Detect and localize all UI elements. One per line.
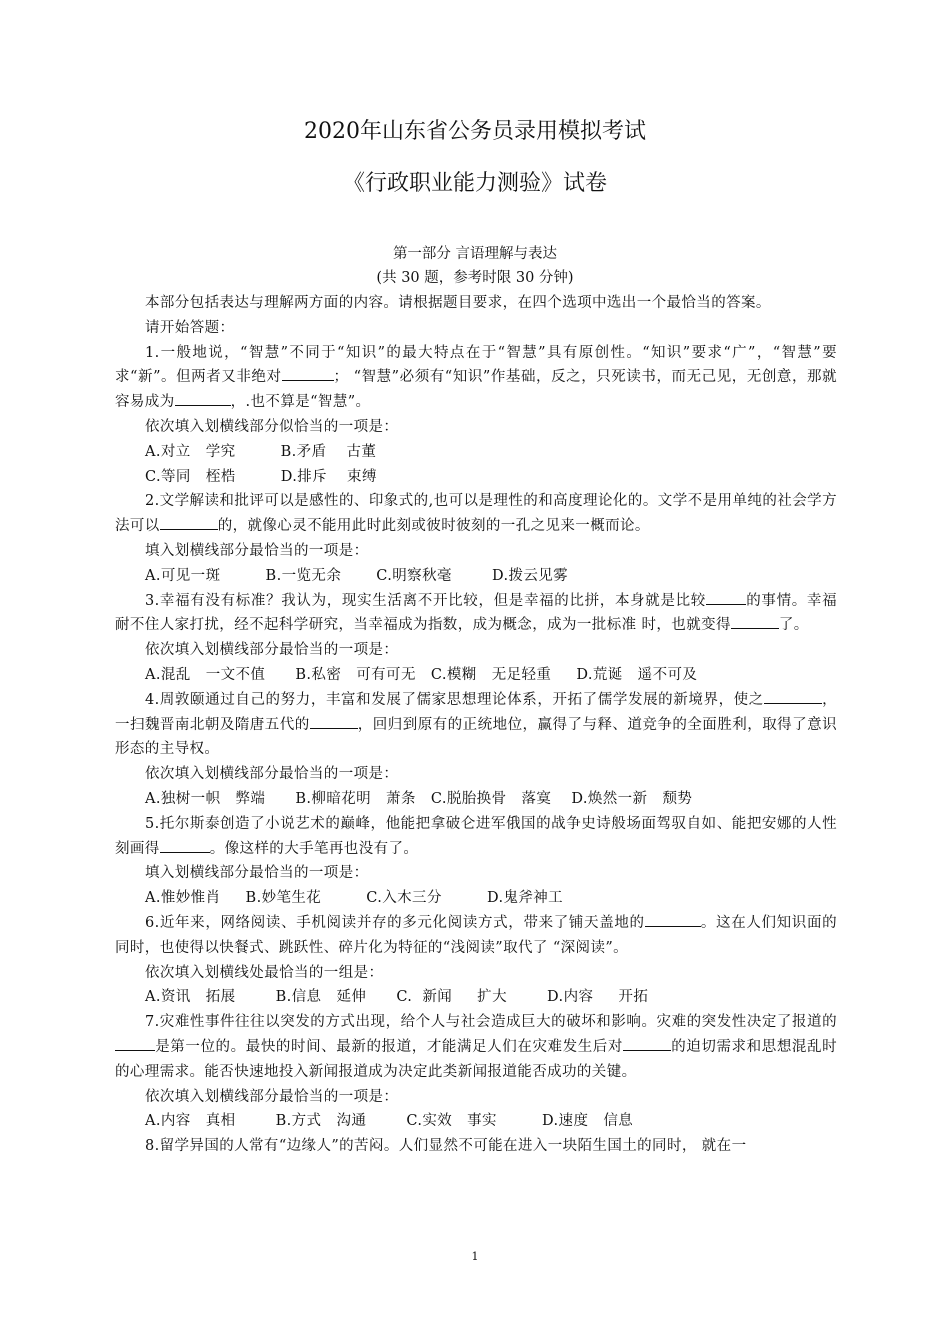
answer-blank bbox=[160, 837, 210, 853]
question-4-options-row-1: A.独树一帜 弊端 B.柳暗花明 萧条 C.脱胎换骨 落寞 D.焕然一新 颓势 bbox=[145, 790, 693, 807]
question-3-prompt: 依次填入划横线部分最恰当的一项是： bbox=[145, 642, 399, 659]
question-1-stem bbox=[115, 341, 837, 415]
question-7-text-a: 7.灾难性事件往往以突发的方式出现，给个人与社会造成巨大的破坏和影响。灾难的突发性决定了报道的 bbox=[145, 1014, 837, 1031]
question-3-options-row-1: A.混乱 一文不值 B.私密 可有可无 C.模糊 无足轻重 D.荒诞 遥不可及 bbox=[145, 666, 698, 683]
question-5-text-b: 。像这样的大手笔再也没有了。 bbox=[209, 840, 419, 857]
question-2-stem bbox=[115, 489, 837, 539]
question-4-prompt: 依次填入划横线部分最恰当的一项是： bbox=[145, 766, 399, 783]
question-3-text-b: 的事情。幸福耐不住人家打扰，经不起科学研究，当幸福成为指数，成为概念，成为一批标准 时，也就变得 bbox=[115, 592, 837, 634]
question-1-prompt: 依次填入划横线部分似恰当的一项是： bbox=[145, 418, 399, 435]
answer-blank bbox=[623, 1035, 671, 1051]
question-1-text-c: ，.也不算是“智慧”。 bbox=[230, 394, 371, 411]
question-7-text-c: 的迫切需求和思想混乱时的心理需求。能否快速地投入新闻报道成为决定此类新闻报道能否成功的关键。 bbox=[115, 1038, 837, 1080]
answer-blank bbox=[764, 688, 822, 704]
section-note: (共 30 题，参考时限 30 分钟) bbox=[376, 270, 574, 286]
section-start: 请开始答题： bbox=[145, 319, 235, 336]
questions-body bbox=[115, 291, 837, 1159]
question-2-prompt: 填入划横线部分最恰当的一项是： bbox=[145, 542, 369, 559]
question-6-text-a: 6.近年来，网络阅读、手机阅读并存的多元化阅读方式，带来了铺天盖地的 bbox=[145, 914, 645, 931]
question-4-text-b: ，一扫魏晋南北朝及隋唐五代的 bbox=[115, 691, 837, 733]
answer-blank bbox=[160, 514, 218, 530]
answer-blank bbox=[175, 390, 231, 406]
question-5-text-a: 5.托尔斯泰创造了小说艺术的巅峰，他能把拿破仑进军俄国的战争史诗般场面驾驭自如、能把安娜的人性刻画得 bbox=[115, 815, 837, 857]
page-number: 1 bbox=[471, 1250, 479, 1263]
answer-blank bbox=[645, 911, 701, 927]
question-4-text-c: ，回归到原有的正统地位，赢得了与释、道竞争的全面胜利，取得了意识形态的主导权。 bbox=[115, 716, 838, 758]
question-8-stem: 8.留学异国的人常有“边缘人”的苦闷。人们显然不可能在进入一块陌生国土的同时， 就在一 bbox=[145, 1138, 747, 1155]
section-name: 第一部分 言语理解与表达 bbox=[392, 246, 558, 262]
question-6-prompt: 依次填入划横线处最恰当的一组是： bbox=[145, 964, 384, 981]
question-3-text-a: 3.幸福有没有标准？我认为，现实生活离不开比较，但是幸福的比拼，本身就是比较 bbox=[145, 592, 706, 609]
question-7-options-row-1: A.内容 真相 B.方式 沟通 C.实效 事实 D.速度 信息 bbox=[145, 1113, 634, 1130]
section-header bbox=[0, 242, 950, 290]
exam-subtitle: 《行政职业能力测验》试卷 bbox=[342, 171, 607, 196]
question-2-text-b: 的，就像心灵不能用此时此刻或彼时彼刻的一孔之见来一概而论。 bbox=[217, 518, 650, 535]
answer-blank bbox=[706, 589, 746, 605]
question-1-text-b: ； “智慧”必须有“知识”作基础，反之，只死读书，而无己见，无创意，那就容易成为 bbox=[115, 369, 837, 411]
question-1-options-row-2: C.等同 桎梏 D.排斥 束缚 bbox=[145, 468, 377, 485]
question-1-options-row-1: A.对立 学究 B.矛盾 古董 bbox=[145, 443, 377, 460]
question-6-text-b: 。这在人们知识面的同时，也使得以快餐式、跳跃性、碎片化为特征的“浅阅读”取代了 “深阅读”。 bbox=[115, 914, 837, 956]
answer-blank bbox=[282, 365, 334, 381]
question-2-text-a: 2.文学解读和批评可以是感性的、印象式的,也可以是理性的和高度理论化的。文学不是用单纯的社会学方法可以 bbox=[115, 493, 837, 535]
question-4-stem bbox=[115, 688, 837, 762]
question-5-stem bbox=[115, 812, 837, 862]
answer-blank bbox=[115, 1035, 155, 1051]
question-5-options-row-1: A.惟妙惟肖 B.妙笔生花 C.入木三分 D.鬼斧神工 bbox=[145, 890, 564, 907]
exam-title: 2020年山东省公务员录用模拟考试 bbox=[304, 119, 646, 144]
question-6-options-row-1: A.资讯 拓展 B.信息 延伸 C. 新闻 扩大 D.内容 开拓 bbox=[145, 989, 649, 1006]
question-3-stem bbox=[115, 589, 837, 639]
question-4-text-a: 4.周敦颐通过自己的努力，丰富和发展了儒家思想理论体系，开拓了儒学发展的新境界，使之 bbox=[145, 691, 764, 708]
question-7-stem bbox=[115, 1010, 837, 1084]
question-7-text-b: 是第一位的。最快的时间、最新的报道，才能满足人们在灾难发生后对 bbox=[155, 1038, 623, 1055]
question-1-text-a: 1.一般地说，“智慧”不同于“知识”的最大特点在于“智慧”具有原创性。“知识”要求“广”，“智慧”要求“新”。但两者又非绝对 bbox=[115, 344, 837, 386]
answer-blank bbox=[731, 613, 779, 629]
question-5-prompt: 填入划横线部分最恰当的一项是： bbox=[145, 865, 369, 882]
answer-blank bbox=[310, 713, 358, 729]
question-3-text-c: 了。 bbox=[778, 617, 809, 634]
section-intro: 本部分包括表达与理解两方面的内容。请根据题目要求，在四个选项中选出一个最恰当的答案。 bbox=[145, 295, 771, 311]
question-7-prompt: 依次填入划横线部分最恰当的一项是： bbox=[145, 1088, 399, 1105]
question-2-options-row-1: A.可见一斑 B.一览无余 C.明察秋毫 D.拨云见雾 bbox=[145, 567, 569, 584]
question-6-stem bbox=[115, 911, 837, 961]
